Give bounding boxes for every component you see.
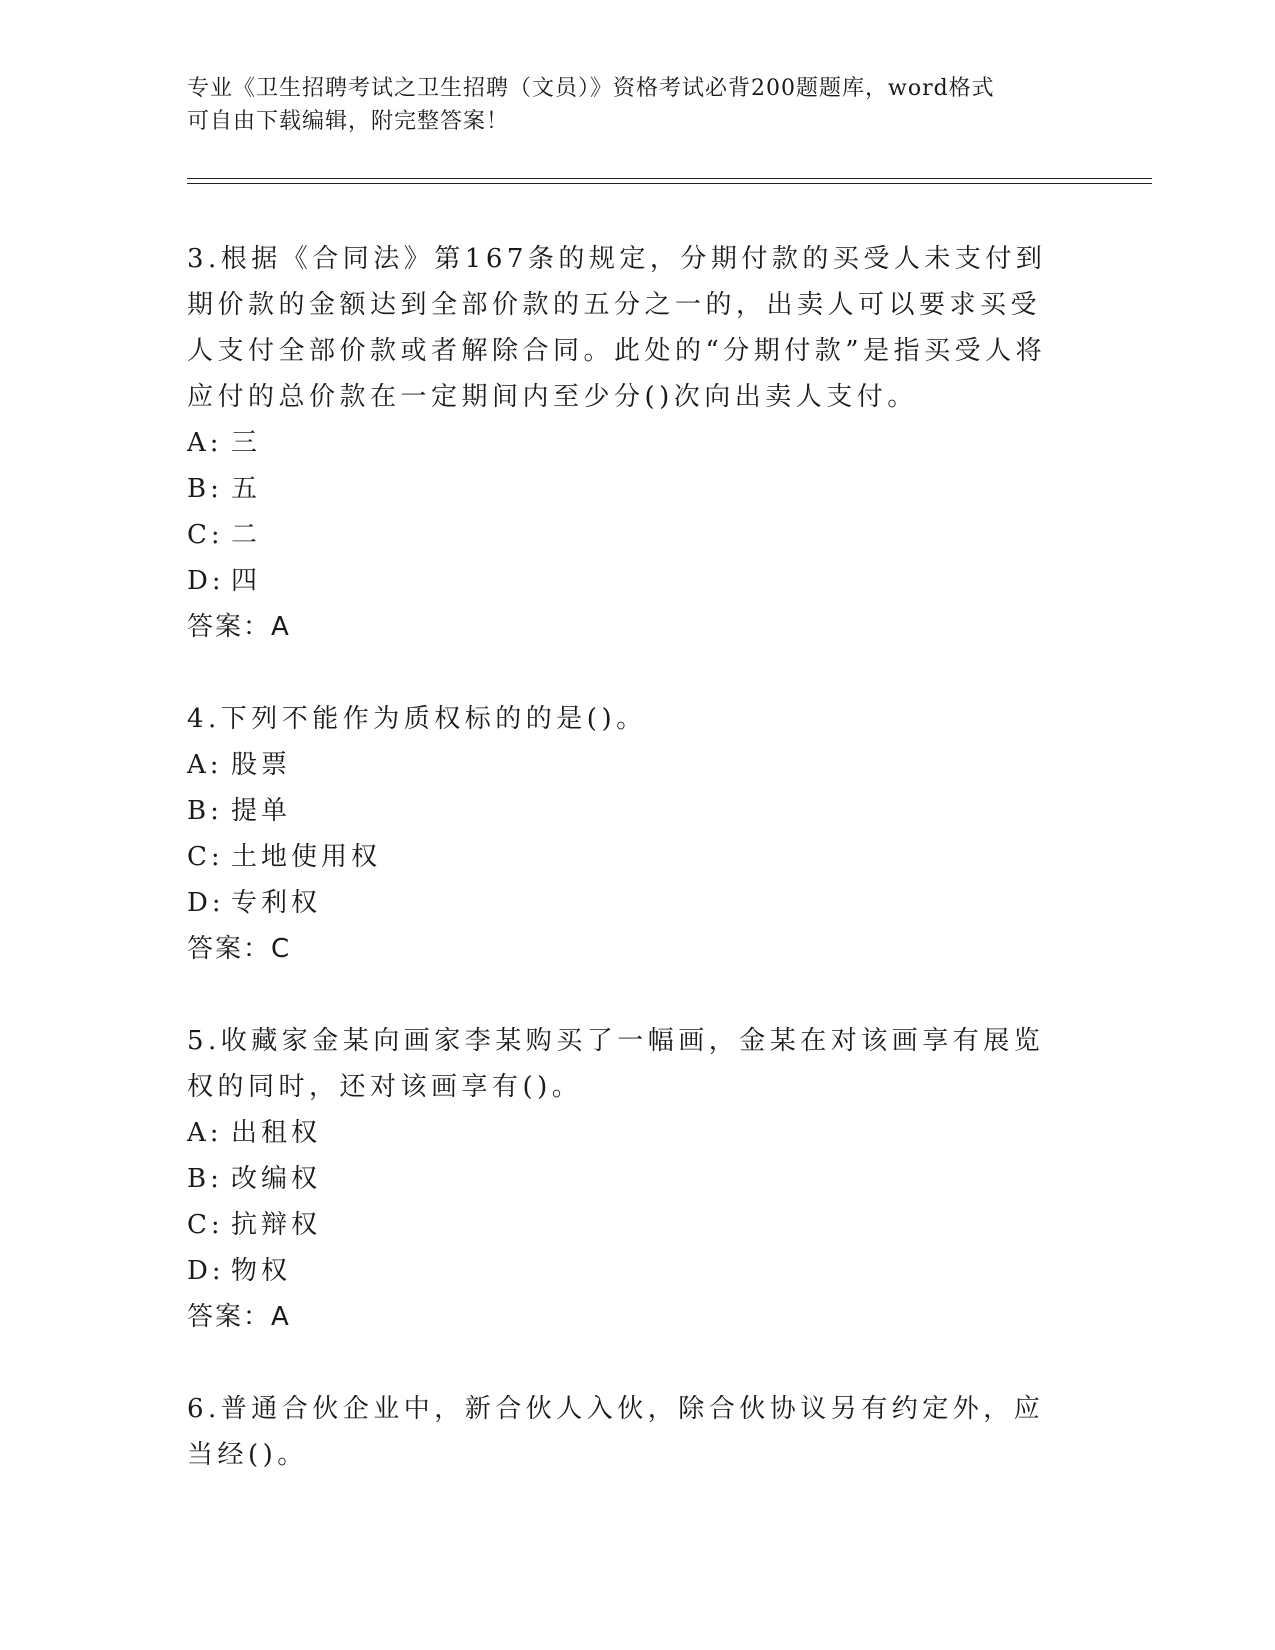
option-d: [187, 1248, 1067, 1294]
answer-label: 答案：: [187, 612, 272, 642]
question-block: [187, 696, 1067, 972]
header-line-1: 专业《卫生招聘考试之卫生招聘（文员）》资格考试必背200题题库，word格式: [187, 76, 995, 101]
option-letter: D:: [187, 566, 225, 596]
question-block: [187, 236, 1067, 650]
question-list: [187, 236, 1067, 1524]
option-a: [187, 420, 1067, 466]
option-letter: B:: [187, 796, 223, 826]
option-text: 二: [231, 520, 262, 550]
option-b: [187, 466, 1067, 512]
question-stem: 6.普通合伙企业中，新合伙人入伙，除合伙协议另有约定外，应当经()。: [187, 1394, 1045, 1470]
option-text: 股票: [231, 750, 292, 780]
option-text: 物权: [231, 1256, 292, 1286]
option-letter: D:: [187, 1256, 225, 1286]
option-a: [187, 1110, 1067, 1156]
header-line-2: 可自由下载编辑，附完整答案！: [187, 109, 510, 134]
option-letter: B:: [187, 1164, 223, 1194]
option-d: [187, 880, 1067, 926]
answer-line: [187, 1294, 1067, 1340]
answer-line: [187, 926, 1067, 972]
option-text: 专利权: [231, 888, 322, 918]
answer-label: 答案：: [187, 934, 272, 964]
question-stem: 4.下列不能作为质权标的的是()。: [187, 704, 647, 734]
answer-line: [187, 604, 1067, 650]
option-a: [187, 742, 1067, 788]
option-text: 土地使用权: [231, 842, 382, 872]
option-letter: B:: [187, 474, 223, 504]
option-letter: A:: [187, 1118, 223, 1148]
option-text: 抗辩权: [231, 1210, 322, 1240]
question-stem: 3.根据《合同法》第167条的规定，分期付款的买受人未支付到期价款的金额达到全部价款的五分之一的，出卖人可以要求买受人支付全部价款或者解除合同。此处的“分期付款”是指买受人将应付的总价款在一定期间内至少分()次向出卖人支付。: [187, 244, 1047, 412]
option-text: 出租权: [231, 1118, 322, 1148]
option-letter: C:: [187, 520, 224, 550]
option-letter: D:: [187, 888, 225, 918]
option-letter: C:: [187, 1210, 224, 1240]
answer-value: A: [271, 612, 291, 642]
question-block: [187, 1018, 1067, 1340]
option-letter: A:: [187, 750, 223, 780]
option-letter: A:: [187, 428, 223, 458]
option-c: [187, 512, 1067, 558]
option-c: [187, 834, 1067, 880]
option-d: [187, 558, 1067, 604]
option-letter: C:: [187, 842, 224, 872]
question-stem: 5.收藏家金某向画家李某购买了一幅画，金某在对该画享有展览权的同时，还对该画享有()。: [187, 1026, 1045, 1102]
header-divider-top: [187, 178, 1152, 179]
document-header: [187, 72, 1067, 138]
option-b: [187, 1156, 1067, 1202]
option-text: 三: [231, 428, 262, 458]
answer-label: 答案：: [187, 1302, 272, 1332]
question-block: [187, 1386, 1067, 1478]
header-divider-bottom: [187, 183, 1152, 184]
option-b: [187, 788, 1067, 834]
option-text: 提单: [231, 796, 292, 826]
option-text: 改编权: [231, 1164, 322, 1194]
option-c: [187, 1202, 1067, 1248]
answer-value: A: [271, 1302, 291, 1332]
option-text: 四: [231, 566, 262, 596]
answer-value: C: [271, 934, 292, 964]
option-text: 五: [231, 474, 262, 504]
